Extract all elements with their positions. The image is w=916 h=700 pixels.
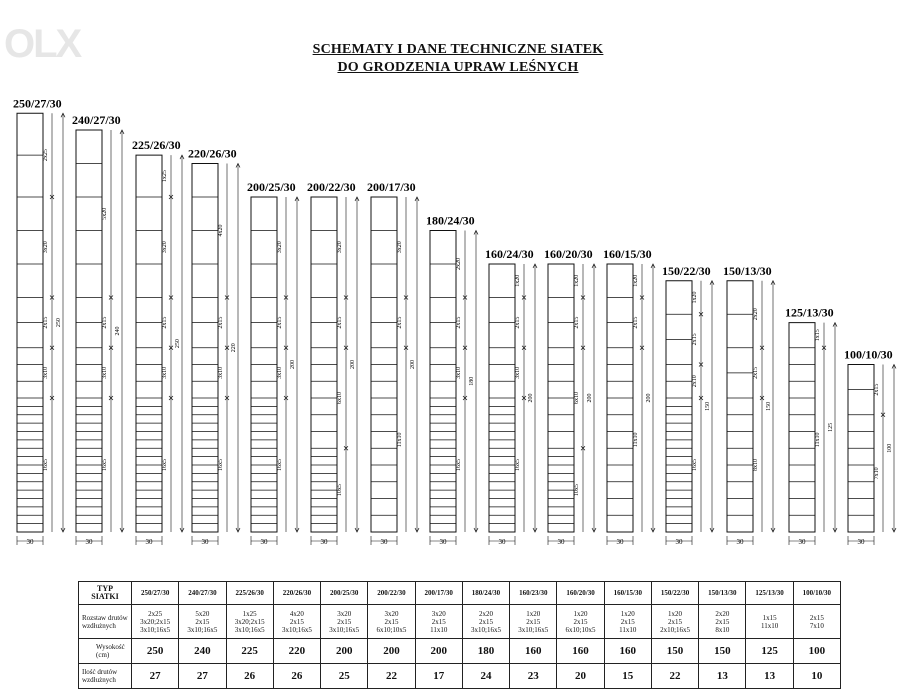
segment-dimension-label: 2x15 [753, 366, 759, 379]
segment-dimension-label: 11x10 [633, 432, 639, 448]
rozstaw-cell [415, 605, 462, 639]
wysokosc-label-line1: Wysokość [96, 643, 125, 651]
rozstaw-cell-line: 3x20;2x15 [140, 617, 171, 626]
table-header-cell: 100/10/30 [793, 582, 840, 605]
rozstaw-cell [557, 605, 604, 639]
technical-data-table [78, 581, 841, 689]
rozstaw-cell-line: 2x15 [809, 613, 824, 622]
width-dimension-label: 30 [260, 538, 268, 546]
rozstaw-cell [746, 605, 793, 639]
ilosc-cell: 13 [746, 664, 793, 689]
ilosc-label-line1: Ilość drutów [82, 668, 118, 676]
segment-dimension-label: 2x15 [574, 316, 580, 329]
table-header-cell: 160/20/30 [557, 582, 604, 605]
segment-dimension-label: 3x20 [162, 241, 168, 254]
rozstaw-cell-line: 3x20;2x15 [234, 617, 265, 626]
wysokosc-cell: 225 [226, 639, 273, 664]
height-dimension-label: 220 [231, 343, 237, 353]
ilosc-cell: 26 [273, 664, 320, 689]
fence-label: 240/27/30 [72, 113, 121, 127]
height-dimension-label: 240 [115, 326, 121, 336]
segment-dimension-label: 2x15 [397, 316, 403, 329]
rozstaw-cell-line: 3x10;16x5 [471, 625, 501, 634]
segment-dimension-label: 3x10 [456, 366, 462, 379]
rozstaw-cell [604, 605, 651, 639]
wysokosc-cell: 200 [368, 639, 415, 664]
height-dimension-label: 150 [766, 401, 772, 411]
segment-dimension-label: 2x15 [43, 316, 49, 329]
type-header-line1: TYP [97, 584, 113, 593]
wysokosc-cell: 150 [699, 639, 746, 664]
segment-dimension-label: 3x20 [277, 241, 283, 254]
fence-label: 200/17/30 [367, 180, 416, 194]
table-header-cell: 150/22/30 [651, 582, 698, 605]
fence-label: 150/22/30 [662, 263, 711, 278]
segment-dimension-label: 1x15 [815, 329, 821, 342]
ilosc-label-cell [79, 664, 132, 689]
wysokosc-cell: 100 [793, 639, 840, 664]
rozstaw-label-line1: Rozstaw drutów [82, 613, 128, 622]
segment-dimension-label: 3x10 [515, 366, 521, 379]
table-header-cell: 200/22/30 [368, 582, 415, 605]
segment-dimension-label: 2x15 [456, 316, 462, 329]
segment-dimension-label: 16x5 [277, 459, 283, 471]
segment-dimension-label: 2x15 [218, 316, 224, 329]
segment-dimension-label: 4x20 [218, 224, 224, 237]
width-dimension-label: 30 [798, 538, 806, 546]
type-header-cell [79, 582, 132, 605]
ilosc-cell: 22 [368, 664, 415, 689]
rozstaw-cell-line: 2x15 [668, 617, 683, 626]
rozstaw-cell-line: 2x15 [384, 617, 399, 626]
page-title-line2: DO GRODZENIA UPRAW LEŚNYCH [337, 60, 579, 75]
rozstaw-cell-line: 1x15 [762, 613, 777, 622]
rozstaw-cell-line: 6x10;10x5 [565, 625, 596, 634]
height-dimension-label: 200 [290, 360, 296, 369]
fence-label: 200/22/30 [307, 180, 356, 194]
width-dimension-label: 30 [675, 538, 683, 546]
width-dimension-label: 30 [736, 538, 744, 546]
rozstaw-cell-line: 4x20 [289, 609, 304, 618]
segment-dimension-label: 3x10 [162, 366, 168, 379]
segment-dimension-label: 3x20 [337, 241, 343, 254]
wysokosc-cell: 200 [321, 639, 368, 664]
width-dimension-label: 30 [26, 538, 34, 546]
fence-label: 100/10/30 [844, 347, 893, 362]
fence-label: 125/13/30 [785, 305, 834, 320]
ilosc-cell: 20 [557, 664, 604, 689]
wysokosc-cell: 125 [746, 639, 793, 664]
segment-dimension-label: 16x5 [162, 459, 168, 471]
segment-dimension-label: 16x5 [692, 459, 698, 471]
rozstaw-cell-line: 2x20 [478, 609, 493, 618]
olx-watermark: OLX [4, 22, 81, 66]
fence-outline [76, 130, 102, 532]
rozstaw-cell-line: 11x10 [760, 621, 779, 630]
segment-dimension-label: 7x10 [874, 467, 880, 480]
segment-dimension-label: 1x20 [633, 274, 639, 287]
segment-dimension-label: 3x20 [43, 241, 49, 254]
fence-label: 180/24/30 [426, 213, 475, 228]
segment-dimension-label: 16x5 [102, 459, 108, 471]
fence-label: 220/26/30 [188, 146, 237, 161]
height-dimension-label: 200 [410, 360, 416, 369]
height-dimension-label: 125 [828, 422, 834, 432]
width-dimension-label: 30 [557, 538, 565, 546]
rozstaw-cell [699, 605, 746, 639]
type-header-line2: SIATKI [91, 592, 119, 601]
rozstaw-cell [793, 605, 840, 639]
rozstaw-cell [273, 605, 320, 639]
rozstaw-cell-line: 2x20 [715, 609, 730, 618]
rozstaw-cell-line: 1x20 [573, 609, 588, 618]
rozstaw-cell-line: 5x20 [195, 609, 210, 618]
fence-label: 150/13/30 [723, 263, 772, 278]
ilosc-cell: 22 [651, 664, 698, 689]
rozstaw-cell [132, 605, 179, 639]
rozstaw-cell [651, 605, 698, 639]
rozstaw-cell-line: 2x15 [289, 617, 304, 626]
segment-dimension-label: 3x10 [277, 366, 283, 379]
rozstaw-cell [368, 605, 415, 639]
width-dimension-label: 30 [320, 538, 328, 546]
segment-dimension-label: 10x5 [337, 484, 343, 497]
fence-label: 160/20/30 [544, 247, 593, 261]
segment-dimension-label: 3x10 [43, 366, 49, 379]
rozstaw-cell [510, 605, 557, 639]
segment-dimension-label: 3x10 [218, 366, 224, 379]
rozstaw-cell-line: 6x10;10x5 [376, 625, 407, 634]
wysokosc-cell: 160 [557, 639, 604, 664]
rozstaw-cell-line: 2x15 [195, 617, 210, 626]
ilosc-cell: 17 [415, 664, 462, 689]
rozstaw-cell-line: 1x20 [668, 609, 683, 618]
rozstaw-cell-line: 1x25 [242, 609, 257, 618]
table-header-cell: 220/26/30 [273, 582, 320, 605]
segment-dimension-label: 11x10 [397, 432, 403, 448]
wysokosc-cell: 250 [132, 639, 179, 664]
rozstaw-cell-line: 1x20 [620, 609, 635, 618]
table-header-cell: 160/15/30 [604, 582, 651, 605]
segment-dimension-label: 11x10 [815, 432, 821, 448]
rozstaw-cell-line: 2x15 [715, 617, 730, 626]
rozstaw-cell-line: 11x10 [430, 625, 448, 634]
table-header-cell: 225/26/30 [226, 582, 273, 605]
ilosc-cell: 23 [510, 664, 557, 689]
segment-dimension-label: 2x15 [692, 333, 698, 346]
table-header-cell: 240/27/30 [179, 582, 226, 605]
segment-dimension-label: 2x15 [162, 316, 168, 329]
segment-dimension-label: 8x10 [753, 459, 759, 471]
width-dimension-label: 30 [380, 538, 388, 546]
ilosc-cell: 25 [321, 664, 368, 689]
width-dimension-label: 30 [85, 538, 93, 546]
fence-outline [136, 155, 162, 532]
table-header-cell: 200/17/30 [415, 582, 462, 605]
fence-label: 200/25/30 [247, 180, 296, 194]
rozstaw-cell-line: 3x20 [337, 609, 352, 618]
ilosc-cell: 27 [179, 664, 226, 689]
segment-dimension-label: 6x10 [337, 392, 343, 404]
rozstaw-cell-line: 1x20 [526, 609, 541, 618]
segment-dimension-label: 2x15 [337, 316, 343, 329]
rozstaw-cell-line: 11x10 [619, 625, 637, 634]
width-dimension-label: 30 [616, 538, 624, 546]
rozstaw-cell [321, 605, 368, 639]
width-dimension-label: 30 [498, 538, 506, 546]
width-dimension-label: 30 [145, 538, 153, 546]
ilosc-cell: 27 [132, 664, 179, 689]
segment-dimension-label: 2x15 [633, 316, 639, 329]
segment-dimension-label: 1x20 [692, 291, 698, 304]
segment-dimension-label: 3x10 [102, 366, 108, 379]
segment-dimension-label: 2x15 [874, 383, 880, 396]
wysokosc-cell: 220 [273, 639, 320, 664]
segment-dimension-label: 2x20 [753, 308, 759, 321]
ilosc-cell: 10 [793, 664, 840, 689]
wysokosc-label-line2: (cm) [96, 651, 110, 659]
wysokosc-cell: 200 [415, 639, 462, 664]
ilosc-cell: 13 [699, 664, 746, 689]
height-dimension-label: 250 [175, 339, 181, 349]
wysokosc-cell: 240 [179, 639, 226, 664]
table-header-cell: 125/13/30 [746, 582, 793, 605]
height-dimension-label: 200 [350, 360, 356, 369]
fence-label: 250/27/30 [13, 96, 62, 111]
height-dimension-label: 180 [469, 376, 475, 386]
rozstaw-cell-line: 2x25 [148, 609, 163, 618]
wysokosc-cell: 180 [462, 639, 509, 664]
rozstaw-cell-line: 3x10;16x5 [518, 625, 549, 634]
ilosc-cell: 15 [604, 664, 651, 689]
rozstaw-cell-line: 2x10;16x5 [660, 625, 691, 634]
ilosc-label-line2: wzdłużnych [82, 676, 116, 684]
rozstaw-cell-line: 2x15 [337, 617, 352, 626]
wysokosc-cell: 160 [510, 639, 557, 664]
wysokosc-cell: 160 [604, 639, 651, 664]
segment-dimension-label: 2x25 [43, 149, 49, 162]
segment-dimension-label: 16x5 [515, 459, 521, 471]
table-header-cell: 200/25/30 [321, 582, 368, 605]
rozstaw-cell-line: 3x10;16x5 [234, 625, 265, 634]
rozstaw-label-line2: wzdłużnych [82, 621, 116, 630]
rozstaw-cell-line: 3x10;16x5 [187, 625, 218, 634]
height-dimension-label: 100 [887, 443, 893, 453]
height-dimension-label: 150 [705, 401, 711, 411]
segment-dimension-label: 16x5 [43, 459, 49, 471]
table-header-cell: 250/27/30 [132, 582, 179, 605]
fence-outline [789, 323, 815, 532]
rozstaw-cell-line: 7x10 [809, 621, 824, 630]
rozstaw-cell-line: 2x15 [431, 617, 446, 626]
segment-dimension-label: 2x15 [515, 316, 521, 329]
rozstaw-cell-line: 8x10 [715, 625, 730, 634]
width-dimension-label: 30 [201, 538, 209, 546]
height-dimension-label: 250 [56, 318, 62, 328]
ilosc-cell: 26 [226, 664, 273, 689]
rozstaw-cell-line: 3x10;16x5 [140, 625, 171, 634]
rozstaw-cell [462, 605, 509, 639]
rozstaw-cell-line: 2x15 [620, 617, 635, 626]
rozstaw-cell-line: 2x15 [573, 617, 588, 626]
segment-dimension-label: 2x15 [277, 316, 283, 329]
width-dimension-label: 30 [439, 538, 447, 546]
segment-dimension-label: 1x25 [162, 170, 168, 183]
segment-dimension-label: 6x10 [574, 392, 580, 404]
segment-dimension-label: 10x5 [574, 484, 580, 497]
fence-label: 225/26/30 [132, 138, 181, 153]
wysokosc-cell: 150 [651, 639, 698, 664]
rozstaw-cell-line: 3x20 [384, 609, 399, 618]
width-dimension-label: 30 [857, 538, 865, 546]
fence-label: 160/24/30 [485, 247, 534, 261]
rozstaw-cell [226, 605, 273, 639]
table-header-cell: 160/23/30 [510, 582, 557, 605]
rozstaw-cell-line: 3x20 [431, 609, 446, 618]
segment-dimension-label: 5x20 [102, 207, 108, 220]
table-header-cell: 180/24/30 [462, 582, 509, 605]
segment-dimension-label: 16x5 [218, 459, 224, 471]
rozstaw-cell-line: 2x15 [526, 617, 541, 626]
rozstaw-label-cell [79, 605, 132, 639]
fence-label: 160/15/30 [603, 247, 652, 261]
segment-dimension-label: 2x20 [456, 258, 462, 270]
segment-dimension-label: 1x20 [515, 274, 521, 287]
rozstaw-cell-line: 3x10;16x5 [281, 625, 312, 634]
segment-dimension-label: 1x20 [574, 274, 580, 287]
rozstaw-cell [179, 605, 226, 639]
rozstaw-cell-line: 2x15 [478, 617, 493, 626]
height-dimension-label: 200 [646, 393, 652, 403]
rozstaw-cell-line: 3x10;16x5 [329, 625, 360, 634]
fence-outline [727, 281, 753, 532]
segment-dimension-label: 16x5 [456, 459, 462, 471]
segment-dimension-label: 2x10 [692, 375, 698, 388]
ilosc-cell: 24 [462, 664, 509, 689]
height-dimension-label: 200 [528, 393, 534, 403]
wysokosc-label-cell [79, 639, 132, 664]
table-header-cell: 150/13/30 [699, 582, 746, 605]
height-dimension-label: 200 [587, 393, 593, 403]
page-title-line1: SCHEMATY I DANE TECHNICZNE SIATEK [312, 42, 604, 57]
segment-dimension-label: 2x15 [102, 316, 108, 329]
segment-dimension-label: 3x20 [397, 241, 403, 254]
